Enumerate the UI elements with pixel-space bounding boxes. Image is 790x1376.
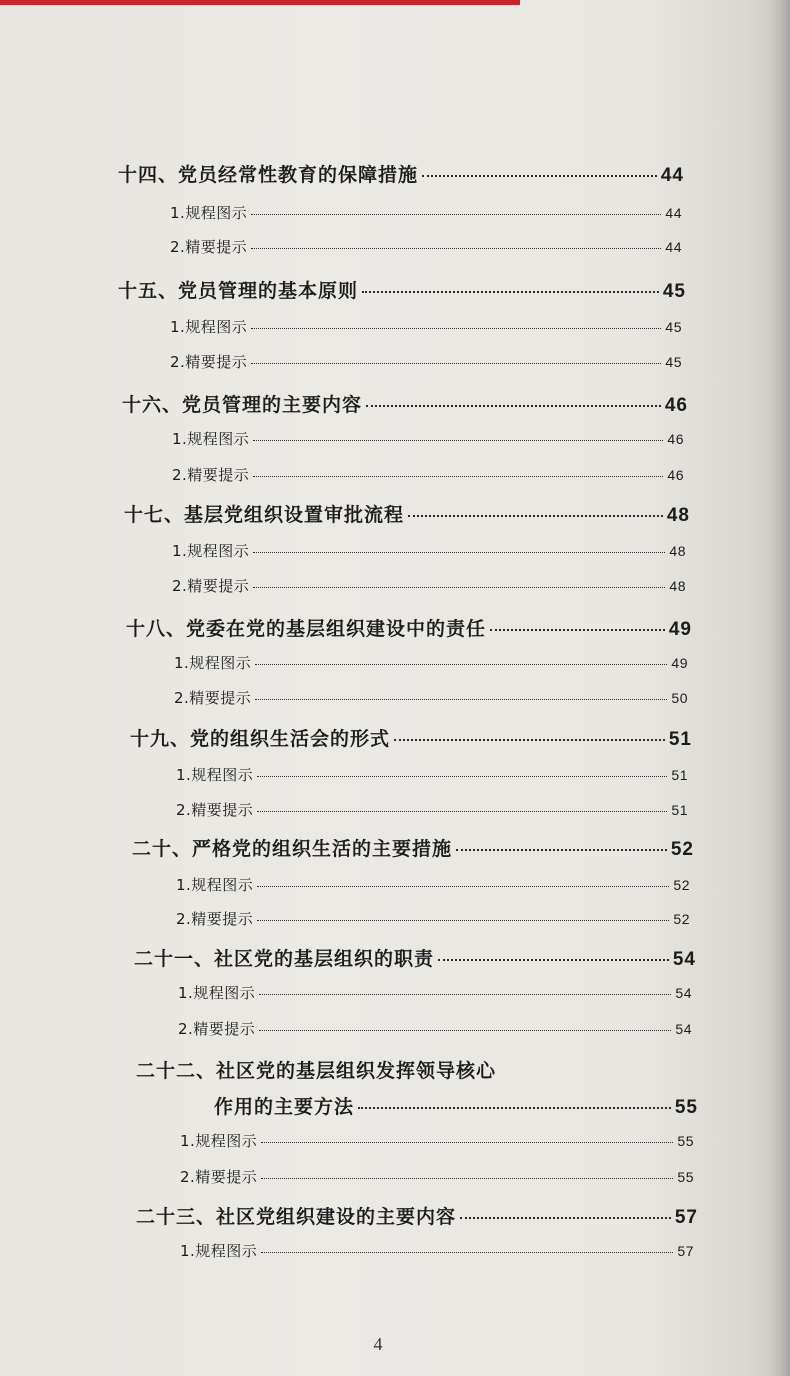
toc-subentry-title: 1.规程图示: [170, 318, 248, 336]
toc-entry-title: 十四、党员经常性教育的保障措施: [118, 164, 419, 186]
toc-subentry: [176, 764, 688, 785]
toc-subentry-page: 49: [671, 655, 688, 671]
toc-subentry-page: 50: [671, 690, 688, 706]
leader-dots: [259, 994, 671, 995]
toc-entry: [134, 944, 696, 971]
toc-subentry-title: 1.规程图示: [180, 1132, 258, 1150]
leader-dots: [257, 811, 667, 812]
toc-entry: [122, 390, 688, 417]
toc-entry: [136, 1202, 698, 1229]
leader-dots: [261, 1142, 673, 1143]
toc-entry-title: 二十二、社区党的基层组织发挥领导核心: [136, 1060, 497, 1082]
toc-subentry-page: 48: [669, 543, 686, 559]
toc-subentry-title: 2.精要提示: [172, 466, 250, 484]
leader-dots: [422, 175, 657, 177]
toc-entry-page: 57: [674, 1207, 698, 1228]
toc-subentry-page: 46: [667, 467, 684, 483]
leader-dots: [253, 552, 665, 553]
toc-subentry: [170, 316, 682, 337]
leader-dots: [261, 1178, 673, 1179]
toc-subentry: [176, 908, 690, 929]
page-number: 4: [373, 1334, 383, 1354]
leader-dots: [366, 405, 661, 407]
leader-dots: [490, 629, 665, 631]
toc-subentry-title: 2.精要提示: [170, 238, 248, 256]
leader-dots: [362, 291, 659, 293]
toc-subentry-page: 52: [673, 911, 690, 927]
toc-subentry-title: 1.规程图示: [172, 430, 250, 448]
leader-dots: [394, 739, 665, 741]
toc-subentry: [176, 874, 690, 895]
toc-entry-page: 49: [668, 619, 692, 640]
toc-subentry-title: 1.规程图示: [178, 984, 256, 1002]
toc-subentry-page: 46: [667, 431, 684, 447]
toc-entry-page: 45: [662, 281, 686, 302]
toc-subentry: [178, 982, 692, 1003]
toc-entry-title: 十七、基层党组织设置审批流程: [124, 504, 405, 526]
toc-entry: [126, 614, 692, 641]
toc-entry-title: 十八、党委在党的基层组织建设中的责任: [126, 618, 487, 640]
leader-dots: [255, 664, 667, 665]
leader-dots: [253, 587, 665, 588]
leader-dots: [456, 849, 667, 851]
toc-subentry-page: 52: [673, 877, 690, 893]
toc-subentry-page: 54: [675, 1021, 692, 1037]
leader-dots: [257, 886, 669, 887]
toc-subentry: [180, 1166, 694, 1187]
toc-entry-page: 52: [670, 839, 694, 860]
toc-entry-title-continued: 作用的主要方法: [214, 1096, 355, 1118]
toc-entry: [124, 500, 690, 527]
toc-subentry: [172, 575, 686, 596]
leader-dots: [257, 920, 669, 921]
toc-entry: [118, 276, 686, 303]
toc-entry-title: 二十一、社区党的基层组织的职责: [134, 948, 435, 970]
toc-subentry-page: 44: [665, 239, 682, 255]
leader-dots: [253, 476, 663, 477]
leader-dots: [253, 440, 663, 441]
toc-subentry: [174, 687, 688, 708]
toc-subentry: [180, 1130, 694, 1151]
toc-subentry-title: 2.精要提示: [174, 689, 252, 707]
leader-dots: [251, 248, 661, 249]
leader-dots: [257, 776, 667, 777]
toc-subentry-title: 1.规程图示: [172, 542, 250, 560]
toc-subentry-title: 1.规程图示: [174, 654, 252, 672]
toc-subentry-title: 2.精要提示: [176, 801, 254, 819]
leader-dots: [251, 363, 661, 364]
toc-entry-title: 十五、党员管理的基本原则: [118, 280, 359, 302]
toc-subentry-page: 54: [675, 985, 692, 1001]
toc-entry-title: 十九、党的组织生活会的形式: [130, 728, 391, 750]
toc-subentry-page: 51: [671, 767, 688, 783]
toc-subentry: [170, 236, 682, 257]
toc-subentry: [180, 1240, 694, 1261]
toc-subentry-page: 45: [665, 319, 682, 335]
toc-subentry-title: 1.规程图示: [180, 1242, 258, 1260]
toc-subentry-title: 1.规程图示: [170, 204, 248, 222]
toc-entry-page: 44: [660, 165, 684, 186]
toc-entry-title: 二十、严格党的组织生活的主要措施: [132, 838, 453, 860]
leader-dots: [261, 1252, 673, 1253]
leader-dots: [438, 959, 669, 961]
toc-subentry-page: 44: [665, 205, 682, 221]
toc-subentry-title: 2.精要提示: [170, 353, 248, 371]
toc-subentry-title: 2.精要提示: [180, 1168, 258, 1186]
toc-subentry: [172, 464, 684, 485]
toc-entry-title: 十六、党员管理的主要内容: [122, 394, 363, 416]
leader-dots: [251, 214, 661, 215]
toc-subentry-page: 51: [671, 802, 688, 818]
toc-subentry-page: 55: [677, 1133, 694, 1149]
toc-subentry: [172, 540, 686, 561]
toc-subentry: [170, 351, 682, 372]
toc-subentry-page: 55: [677, 1169, 694, 1185]
leader-dots: [408, 515, 663, 517]
toc-subentry-title: 2.精要提示: [172, 577, 250, 595]
toc-entry: [132, 834, 694, 861]
leader-dots: [255, 699, 667, 700]
leader-dots: [358, 1107, 671, 1109]
toc-entry-page: 55: [674, 1097, 698, 1118]
leader-dots: [251, 328, 661, 329]
toc-entry-page: 51: [668, 729, 692, 750]
toc-entry-title: 二十三、社区党组织建设的主要内容: [136, 1206, 457, 1228]
toc-subentry: [176, 799, 688, 820]
toc-entry: [130, 724, 692, 751]
leader-dots: [259, 1030, 671, 1031]
toc-subentry-title: 1.规程图示: [176, 766, 254, 784]
toc-entry-page: 46: [664, 395, 688, 416]
toc-entry: [214, 1092, 698, 1119]
toc-entry-page: 48: [666, 505, 690, 526]
toc-subentry: [172, 428, 684, 449]
toc-subentry: [178, 1018, 692, 1039]
toc-subentry-title: 2.精要提示: [178, 1020, 256, 1038]
toc-subentry: [170, 202, 682, 223]
toc-entry-page: 54: [672, 949, 696, 970]
leader-dots: [460, 1217, 671, 1219]
toc-subentry-title: 2.精要提示: [176, 910, 254, 928]
toc-subentry: [174, 652, 688, 673]
toc-subentry-title: 1.规程图示: [176, 876, 254, 894]
toc-subentry-page: 57: [677, 1243, 694, 1259]
toc-subentry-page: 48: [669, 578, 686, 594]
toc-subentry-page: 45: [665, 354, 682, 370]
toc-entry: [118, 160, 684, 187]
